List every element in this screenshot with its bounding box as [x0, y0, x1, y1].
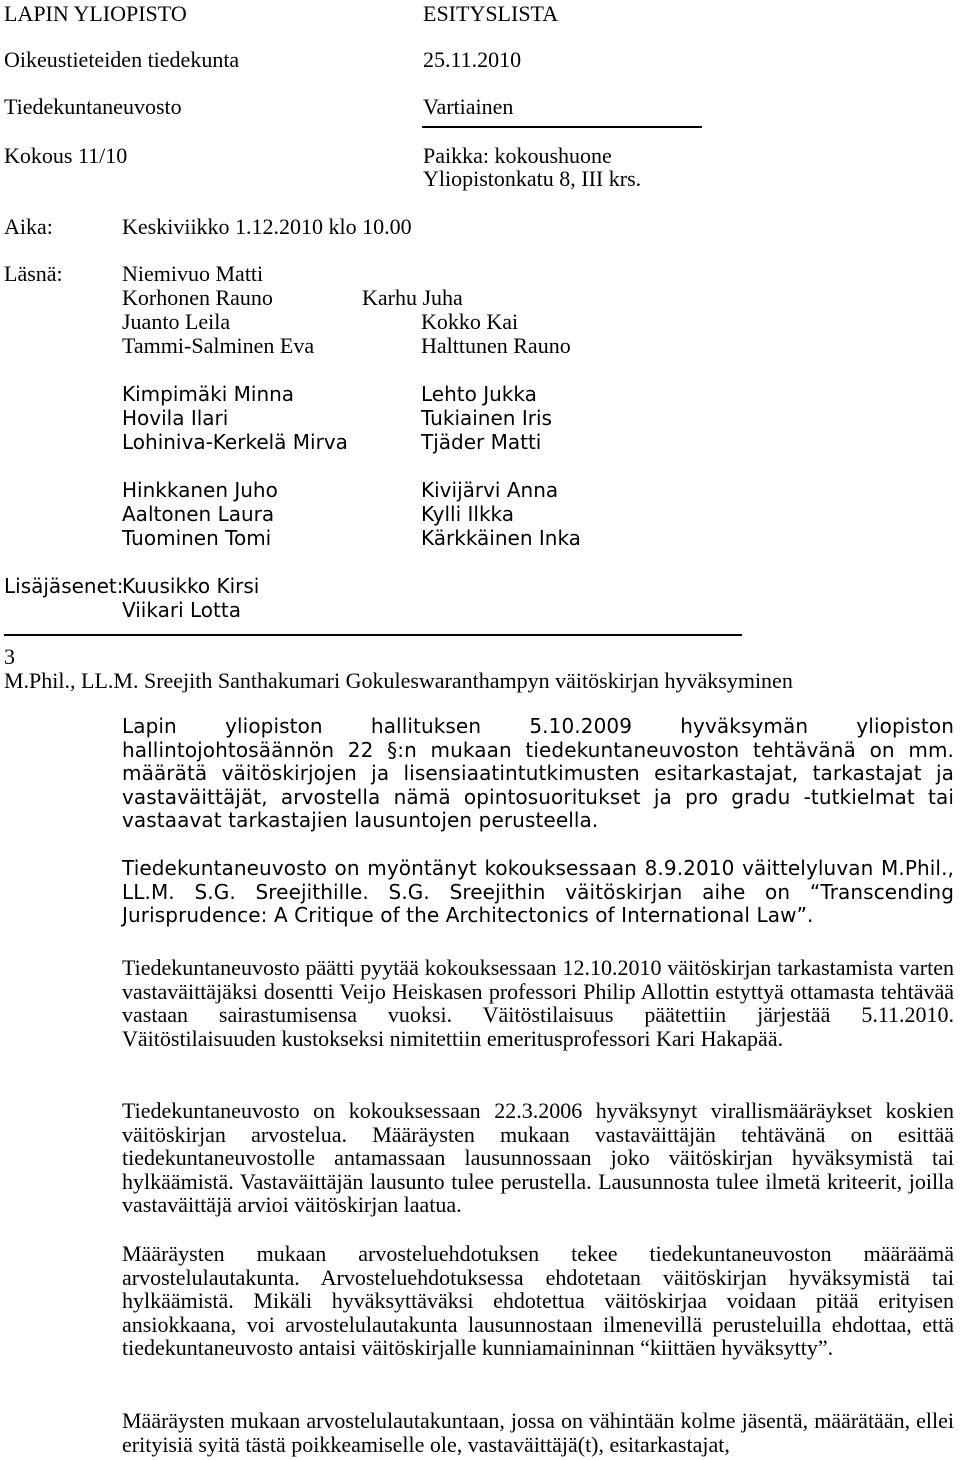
- attendee-name: Lehto Jukka: [421, 382, 537, 406]
- attendee-name: Halttunen Rauno: [421, 333, 571, 358]
- item-number: 3: [4, 644, 15, 669]
- attendee-name: Kärkkäinen Inka: [421, 526, 581, 550]
- attendee-chair: Niemivuo Matti: [122, 261, 264, 286]
- attendee-name: Tukiainen Iris: [421, 406, 552, 430]
- author-name: Vartiainen: [423, 94, 514, 119]
- meeting-place-line2: Yliopistonkatu 8, III krs.: [423, 166, 642, 191]
- attendee-name: Lohiniva-Kerkelä Mirva: [122, 430, 348, 454]
- item-paragraph: Tiedekuntaneuvosto on kokouksessaan 22.3.2006 hyväksynyt virallismääräykset koskien väitöskirjan arvostelua. Määräysten mukaan vastaväittäjän tehtävänä on esittää tiedekuntaneuvostolle antamassaan lausunnossaan joko väitöskirjan hyväksymistä tai hylkäämistä. Vastaväittäjän lausunto tulee perustella. Lausunnosta tulee ilmetä kriteerit, joilla vastaväittäjä arvioi väitöskirjan laatua.: [122, 1098, 954, 1218]
- item-title: M.Phil., LL.M. Sreejith Santhakumari Gokuleswaranthampyn väitöskirjan hyväksyminen: [4, 668, 793, 693]
- item-paragraph: Määräysten mukaan arvosteluehdotuksen tekee tiedekuntaneuvoston määräämä arvostelulautakunta. Arvosteluehdotuksessa ehdotetaan väitöskirjan hyväksymistä tai hylkäämistä. Mikäli hyväksyttäväksi ehdotettua väitöskirjaa voidaan pitää erityisen ansiokkaana, voi arvostelulautakunta lausunnostaan ilmenevillä perusteluilla ehdottaa, että tiedekuntaneuvosto antaisi väitöskirjalle kunniamaininnan “kiittäen hyväksytty”.: [122, 1241, 954, 1361]
- attendee-name: Hovila Ilari: [122, 406, 229, 430]
- meeting-place-line1: Paikka: kokoushuone: [423, 143, 612, 168]
- attendee-name: Kokko Kai: [421, 309, 519, 334]
- council-name: Tiedekuntaneuvosto: [4, 94, 182, 119]
- meeting-time: Keskiviikko 1.12.2010 klo 10.00: [122, 214, 412, 239]
- item-paragraph: Lapin yliopiston hallituksen 5.10.2009 hyväksymän yliopiston hallintojohtosäännön 22 §:n mukaan tiedekuntaneuvoston tehtävänä on mm. määrätä väitöskirjojen ja lisensiaatintutkimusten esitarkastajat, tarkastajat ja vastaväittäjät, arvostella nämä opintosuoritukset ja pro gradu -tutkielmat tai vastaavat tarkastajien lausuntojen perusteella.: [122, 714, 954, 833]
- attendee-name: Hinkkanen Juho: [122, 478, 278, 502]
- item-paragraph: Määräysten mukaan arvostelulautakuntaan, jossa on vähintään kolme jäsentä, määrätään, ellei erityisiä syitä tästä poikkeamiselle ole, vastaväittäjä(t), esitarkastajat,: [122, 1408, 954, 1457]
- meeting-number: Kokous 11/10: [4, 143, 128, 168]
- time-label: Aika:: [4, 214, 53, 239]
- item-paragraph: Tiedekuntaneuvosto on myöntänyt kokouksessaan 8.9.2010 väittelyluvan M.Phil., LL.M. S.G. Sreejithille. S.G. Sreejithin väitöskirjan aihe on “Transcending Jurisprudence: A Critique of the Architectonics of International Law”.: [122, 856, 954, 928]
- item-paragraph: Tiedekuntaneuvosto päätti pyytää kokouksessaan 12.10.2010 väitöskirjan tarkastamista varten vastaväittäjäksi dosentti Veijo Heiskasen professori Philip Allottin estyttyä ottamasta tehtävää vastaan sairastumisensa vuoksi. Väitöstilaisuus päätettiin järjestää 5.11.2010. Väitöstilaisuuden kustokseksi nimitettiin emeritusprofessori Kari Hakapää.: [122, 955, 954, 1051]
- extra-member-name: Viikari Lotta: [122, 598, 241, 622]
- attendee-name: Kimpimäki Minna: [122, 382, 295, 406]
- document-type: ESITYSLISTA: [423, 1, 559, 26]
- faculty-name: Oikeustieteiden tiedekunta: [4, 47, 240, 72]
- attendee-name: Tjäder Matti: [421, 430, 542, 454]
- attendee-name: Karhu Juha: [362, 285, 463, 310]
- attendee-name: Juanto Leila: [122, 309, 231, 334]
- extra-member-name: Kuusikko Kirsi: [122, 574, 260, 598]
- header-divider: [422, 126, 702, 128]
- extra-members-label: Lisäjäsenet:: [4, 574, 124, 598]
- attendee-name: Kivijärvi Anna: [421, 478, 559, 502]
- attendee-name: Kylli Ilkka: [421, 502, 515, 526]
- attendee-name: Tammi-Salminen Eva: [122, 333, 315, 358]
- document-date: 25.11.2010: [423, 47, 522, 72]
- present-label: Läsnä:: [4, 261, 63, 286]
- university-name: LAPIN YLIOPISTO: [4, 1, 187, 26]
- section-divider: [4, 634, 742, 636]
- attendee-name: Tuominen Tomi: [122, 526, 272, 550]
- attendee-name: Aaltonen Laura: [122, 502, 275, 526]
- attendee-name: Korhonen Rauno: [122, 285, 273, 310]
